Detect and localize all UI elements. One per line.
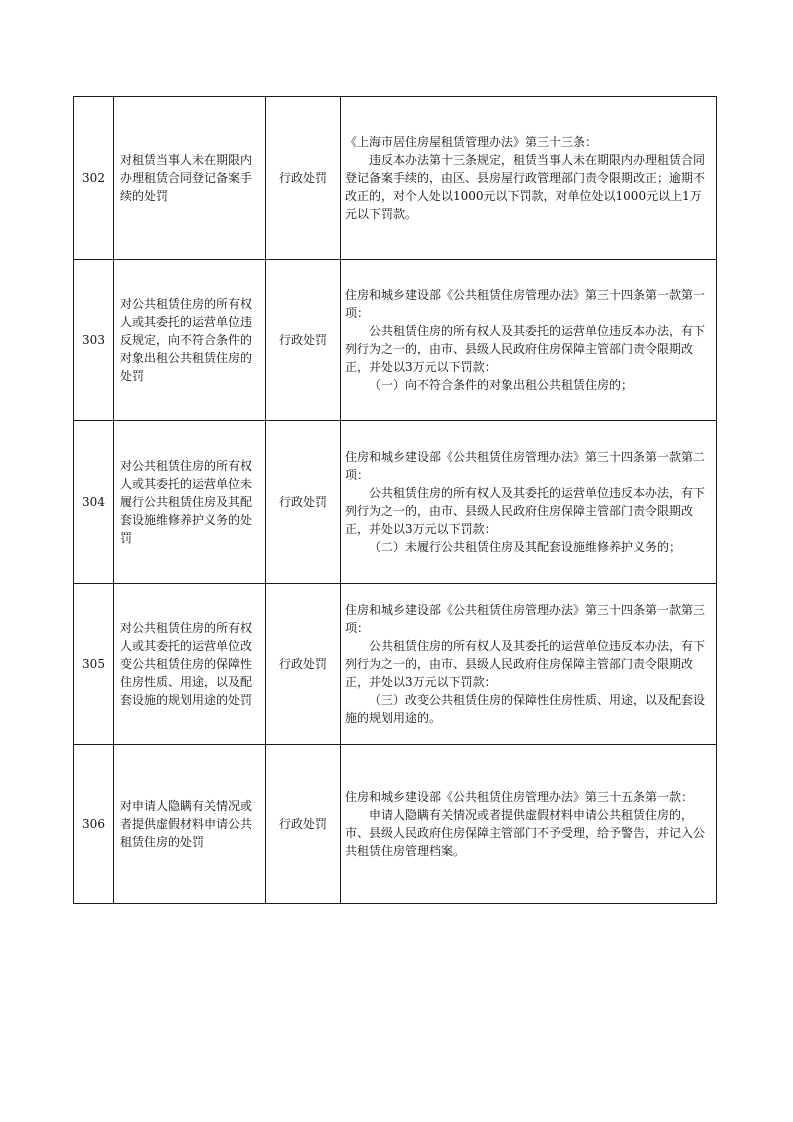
legal-basis xyxy=(341,584,717,745)
row-number: 305 xyxy=(74,584,114,745)
legal-basis-body: 申请人隐瞒有关情况或者提供虚假材料申请公共租赁住房的，市、县级人民政府住房保障主管部门不予受理，给予警告，并记入公共租赁住房管理档案。 xyxy=(345,808,706,858)
penalty-item-name: 对公共租赁住房的所有权人或其委托的运营单位改变公共租赁住房的保障性住房性质、用途，以及配套设施的规划用途的处罚 xyxy=(114,584,266,745)
penalty-item-name: 对申请人隐瞒有关情况或者提供虚假材料申请公共租赁住房的处罚 xyxy=(114,745,266,904)
table-row xyxy=(74,584,717,745)
legal-basis-title: 住房和城乡建设部《公共租赁住房管理办法》第三十四条第一款第一项： xyxy=(345,288,706,320)
legal-basis-title: 《上海市居住房屋租赁管理办法》第三十三条： xyxy=(345,135,598,149)
legal-basis-body: 公共租赁住房的所有权人及其委托的运营单位违反本办法，有下列行为之一的，由市、县级人民政府住房保障主管部门责令限期改正，并处以3万元以下罚款： xyxy=(345,486,706,536)
penalty-type: 行政处罚 xyxy=(266,745,341,904)
legal-basis-body: 公共租赁住房的所有权人及其委托的运营单位违反本办法，有下列行为之一的，由市、县级人民政府住房保障主管部门责令限期改正，并处以3万元以下罚款： xyxy=(345,639,706,689)
legal-basis xyxy=(341,421,717,584)
legal-basis-title: 住房和城乡建设部《公共租赁住房管理办法》第三十四条第一款第二项： xyxy=(345,450,706,482)
penalty-type: 行政处罚 xyxy=(266,584,341,745)
legal-basis-item: （二）未履行公共租赁住房及其配套设施维修养护义务的； xyxy=(369,540,682,554)
table-row xyxy=(74,260,717,421)
row-number: 306 xyxy=(74,745,114,904)
table-row xyxy=(74,421,717,584)
penalty-item-name: 对租赁当事人未在期限内办理租赁合同登记备案手续的处罚 xyxy=(114,97,266,260)
penalty-type: 行政处罚 xyxy=(266,97,341,260)
penalty-item-name: 对公共租赁住房的所有权人或其委托的运营单位违反规定，向不符合条件的对象出租公共租赁住房的处罚 xyxy=(114,260,266,421)
penalty-item-name: 对公共租赁住房的所有权人或其委托的运营单位未履行公共租赁住房及其配套设施维修养护义务的处罚 xyxy=(114,421,266,584)
row-number: 304 xyxy=(74,421,114,584)
penalty-type: 行政处罚 xyxy=(266,421,341,584)
row-number: 302 xyxy=(74,97,114,260)
legal-basis-title: 住房和城乡建设部《公共租赁住房管理办法》第三十五条第一款： xyxy=(345,790,694,804)
legal-basis-item: （一）向不符合条件的对象出租公共租赁住房的； xyxy=(369,378,634,392)
legal-basis-item: （三）改变公共租赁住房的保障性住房性质、用途，以及配套设施的规划用途的。 xyxy=(345,693,706,725)
table-row xyxy=(74,97,717,260)
legal-basis xyxy=(341,745,717,904)
legal-basis-body: 违反本办法第十三条规定，租赁当事人未在期限内办理租赁合同登记备案手续的，由区、县房屋行政管理部门责令限期改正；逾期不改正的，对个人处以1000元以下罚款，对单位处以1000元以上1万元以下罚款。 xyxy=(345,153,706,221)
legal-basis xyxy=(341,260,717,421)
penalty-type: 行政处罚 xyxy=(266,260,341,421)
legal-basis-body: 公共租赁住房的所有权人及其委托的运营单位违反本办法，有下列行为之一的，由市、县级人民政府住房保障主管部门责令限期改正，并处以3万元以下罚款： xyxy=(345,324,706,374)
penalty-table xyxy=(73,96,717,904)
legal-basis xyxy=(341,97,717,260)
legal-basis-title: 住房和城乡建设部《公共租赁住房管理办法》第三十四条第一款第三项： xyxy=(345,603,706,635)
table-row xyxy=(74,745,717,904)
row-number: 303 xyxy=(74,260,114,421)
